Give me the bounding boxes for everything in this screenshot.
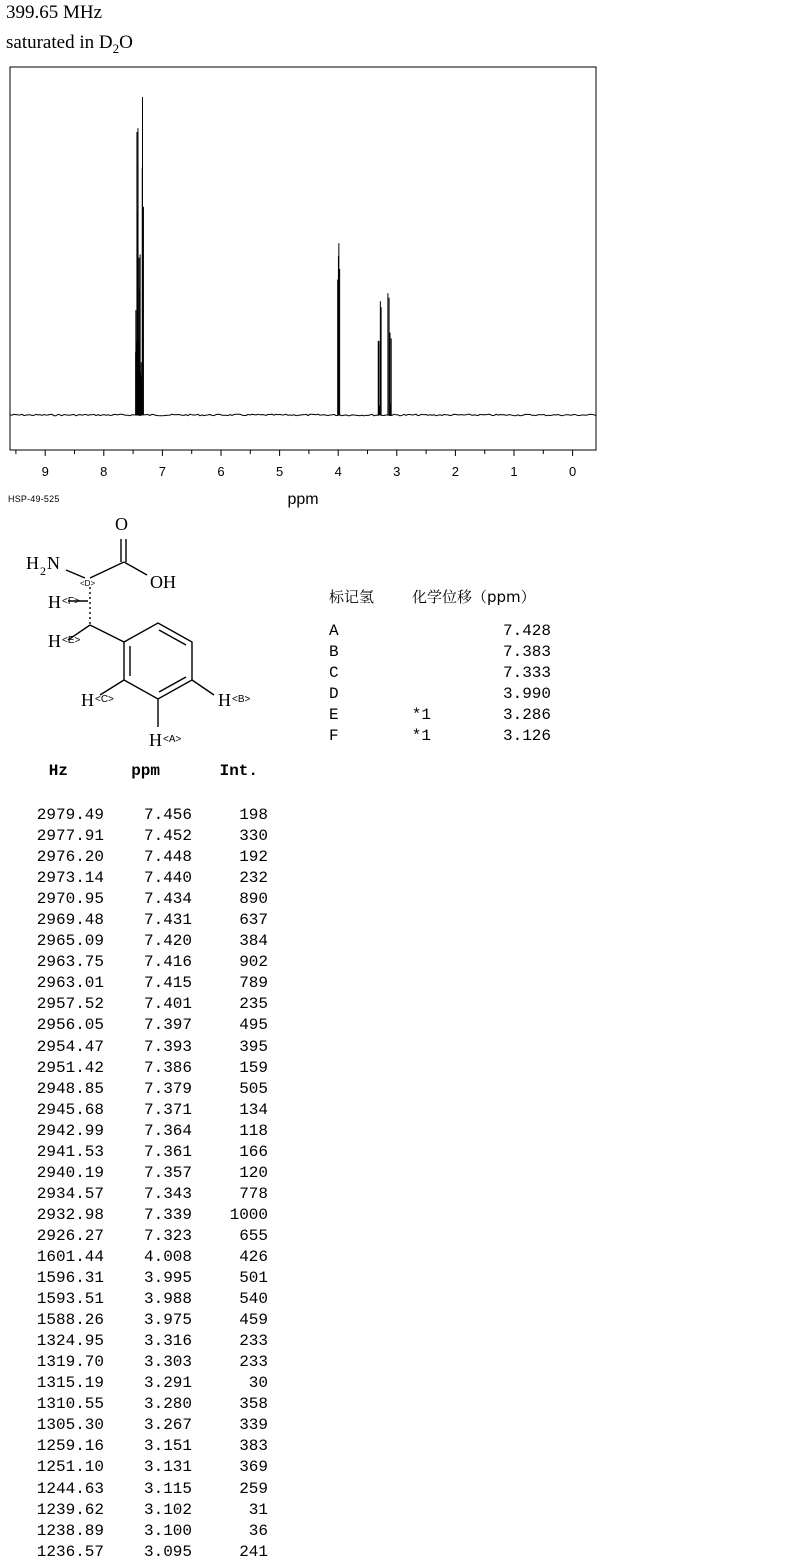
cell-int: 495 bbox=[239, 1016, 268, 1035]
table-row bbox=[26, 1205, 268, 1226]
cell-hz: 2963.01 bbox=[36, 974, 104, 993]
atom-h2n-h: H bbox=[26, 553, 39, 573]
table-row bbox=[26, 1373, 268, 1394]
assignment-label: D bbox=[329, 685, 339, 703]
atom-labels bbox=[26, 514, 231, 750]
cell-hz: 2951.42 bbox=[36, 1058, 104, 1077]
cell-hz: 1588.26 bbox=[36, 1311, 104, 1330]
cell-hz: 2979.49 bbox=[36, 806, 104, 824]
x-tick-label: 7 bbox=[158, 464, 167, 479]
table-row bbox=[26, 994, 268, 1015]
atom-o: O bbox=[115, 514, 128, 534]
table-row bbox=[26, 1500, 268, 1521]
cell-hz: 1593.51 bbox=[36, 1290, 104, 1309]
cell-hz: 2941.53 bbox=[36, 1142, 104, 1161]
cell-int: 192 bbox=[239, 848, 268, 867]
cell-hz: 2942.99 bbox=[36, 1121, 104, 1140]
marker-d: <D> bbox=[80, 579, 96, 588]
cell-int: 30 bbox=[248, 1374, 268, 1393]
cell-hz: 2965.09 bbox=[36, 932, 104, 951]
table-row bbox=[26, 847, 268, 868]
cell-int: 118 bbox=[239, 1121, 268, 1140]
cell-ppm: 7.420 bbox=[143, 932, 192, 951]
atom-h2n-sub: 2 bbox=[40, 564, 46, 578]
cell-hz: 2977.91 bbox=[36, 827, 104, 846]
cell-hz: 2973.14 bbox=[36, 869, 104, 888]
cell-ppm: 7.456 bbox=[143, 806, 192, 824]
assignment-header bbox=[329, 586, 551, 610]
table-row bbox=[26, 1310, 268, 1331]
cell-int: 120 bbox=[239, 1163, 268, 1182]
x-tick-label: 0 bbox=[568, 464, 577, 479]
atom-h-b: H bbox=[218, 690, 231, 710]
cell-int: 540 bbox=[239, 1290, 268, 1309]
cell-int: 134 bbox=[239, 1100, 268, 1119]
atom-h-e: H bbox=[48, 631, 61, 651]
table-row bbox=[26, 1163, 268, 1184]
table-row bbox=[26, 1058, 268, 1079]
table-row bbox=[26, 1457, 268, 1478]
solvent-prefix: saturated in D bbox=[6, 32, 113, 53]
assignment-label: A bbox=[329, 622, 339, 640]
cell-hz: 2976.20 bbox=[36, 848, 104, 867]
table-row bbox=[26, 826, 268, 847]
table-row bbox=[26, 1268, 268, 1289]
cell-ppm: 7.448 bbox=[143, 848, 192, 867]
cell-int: 241 bbox=[239, 1542, 268, 1561]
cell-hz: 1259.16 bbox=[36, 1437, 104, 1456]
peak-lines bbox=[136, 97, 392, 415]
assignment-label: E bbox=[329, 706, 339, 724]
x-tick-label: 9 bbox=[41, 464, 49, 479]
cell-hz: 2945.68 bbox=[36, 1100, 104, 1119]
cell-ppm: 7.397 bbox=[143, 1016, 192, 1035]
cell-hz: 1324.95 bbox=[36, 1332, 104, 1351]
cell-hz: 1238.89 bbox=[36, 1521, 104, 1540]
assignment-label: F bbox=[329, 727, 339, 745]
x-tick-label: 1 bbox=[510, 464, 518, 479]
cell-hz: 1251.10 bbox=[36, 1458, 104, 1477]
solvent-suffix: O bbox=[119, 32, 133, 53]
table-row bbox=[26, 1479, 268, 1500]
cell-int: 369 bbox=[239, 1458, 268, 1477]
cell-int: 259 bbox=[239, 1479, 268, 1498]
cell-int: 166 bbox=[239, 1142, 268, 1161]
cell-hz: 2926.27 bbox=[36, 1226, 104, 1245]
table-row bbox=[26, 1436, 268, 1457]
cell-hz: 1236.57 bbox=[36, 1542, 104, 1561]
cell-ppm: 7.415 bbox=[143, 974, 192, 993]
assignment-label: B bbox=[329, 643, 339, 661]
cell-int: 1000 bbox=[229, 1205, 268, 1224]
cell-ppm: 4.008 bbox=[143, 1247, 192, 1266]
cell-ppm: 3.975 bbox=[143, 1311, 192, 1330]
cell-ppm: 7.371 bbox=[143, 1100, 192, 1119]
table-row bbox=[26, 1331, 268, 1352]
cell-hz: 1239.62 bbox=[36, 1500, 104, 1519]
assignment-shift: 7.333 bbox=[502, 664, 551, 682]
cell-ppm: 7.364 bbox=[143, 1121, 192, 1140]
marker-b: <B> bbox=[232, 694, 251, 705]
assignment-shift: 7.428 bbox=[502, 622, 551, 640]
x-tick-label: 6 bbox=[217, 464, 225, 479]
assignment-row bbox=[329, 643, 551, 664]
table-row bbox=[26, 868, 268, 889]
atom-h-f: H bbox=[48, 592, 61, 612]
cell-ppm: 7.323 bbox=[143, 1226, 192, 1245]
spectrum-code: HSP-49-525 bbox=[8, 494, 60, 504]
x-tick-label: 5 bbox=[275, 464, 284, 479]
assignment-header-label: 标记氢 bbox=[329, 588, 375, 606]
nmr-spectrum-chart bbox=[0, 60, 610, 512]
table-row bbox=[26, 889, 268, 910]
marker-c: <C> bbox=[95, 694, 114, 705]
assignment-row bbox=[329, 622, 551, 643]
molecule-structure bbox=[0, 505, 300, 755]
cell-int: 778 bbox=[239, 1184, 268, 1203]
cell-ppm: 7.357 bbox=[143, 1163, 192, 1182]
table-row bbox=[26, 1184, 268, 1205]
atom-oh: OH bbox=[150, 572, 176, 592]
assignment-note: *1 bbox=[411, 706, 431, 724]
cell-hz: 1319.70 bbox=[36, 1353, 104, 1372]
cell-int: 159 bbox=[239, 1058, 268, 1077]
atom-h-c: H bbox=[81, 690, 94, 710]
table-row bbox=[26, 1037, 268, 1058]
atom-h2n-n: N bbox=[47, 553, 60, 573]
cell-ppm: 3.280 bbox=[143, 1395, 192, 1414]
cell-ppm: 3.995 bbox=[143, 1269, 192, 1288]
table-row bbox=[26, 1100, 268, 1121]
cell-ppm: 7.416 bbox=[143, 953, 192, 972]
cell-hz: 2956.05 bbox=[36, 1016, 104, 1035]
cell-int: 31 bbox=[248, 1500, 268, 1519]
table-row bbox=[26, 1542, 268, 1563]
cell-hz: 1315.19 bbox=[36, 1374, 104, 1393]
cell-ppm: 3.303 bbox=[143, 1353, 192, 1372]
cell-int: 395 bbox=[239, 1037, 268, 1056]
frequency-label: 399.65 MHz bbox=[6, 2, 103, 23]
cell-hz: 1310.55 bbox=[36, 1395, 104, 1414]
cell-ppm: 7.401 bbox=[143, 995, 192, 1014]
cell-ppm: 3.100 bbox=[143, 1521, 192, 1540]
assignment-row bbox=[329, 664, 551, 685]
peak-table bbox=[26, 762, 268, 1563]
cell-int: 426 bbox=[239, 1247, 268, 1266]
assignment-row bbox=[329, 706, 551, 727]
cell-ppm: 7.452 bbox=[143, 827, 192, 846]
cell-int: 459 bbox=[239, 1311, 268, 1330]
cell-int: 655 bbox=[239, 1226, 268, 1245]
cell-int: 36 bbox=[248, 1521, 268, 1540]
cell-hz: 1601.44 bbox=[36, 1247, 104, 1266]
cell-int: 233 bbox=[239, 1353, 268, 1372]
cell-hz: 1305.30 bbox=[36, 1416, 104, 1435]
cell-int: 789 bbox=[239, 974, 268, 993]
cell-int: 339 bbox=[239, 1416, 268, 1435]
cell-ppm: 7.431 bbox=[143, 911, 192, 930]
plot-frame bbox=[10, 67, 596, 450]
assignment-table bbox=[329, 586, 551, 748]
table-row bbox=[26, 805, 268, 826]
cell-int: 233 bbox=[239, 1332, 268, 1351]
x-tick-label: 4 bbox=[334, 464, 342, 479]
cell-ppm: 7.343 bbox=[143, 1184, 192, 1203]
spectrum-trace bbox=[10, 414, 596, 416]
marker-e: <E> bbox=[62, 635, 81, 646]
cell-hz: 2940.19 bbox=[36, 1163, 104, 1182]
cell-hz: 1596.31 bbox=[36, 1269, 104, 1288]
cell-ppm: 7.393 bbox=[143, 1037, 192, 1056]
cell-int: 505 bbox=[239, 1079, 268, 1098]
cell-ppm: 3.115 bbox=[143, 1479, 192, 1498]
assignment-shift: 3.286 bbox=[502, 706, 551, 724]
x-tick-label: 2 bbox=[451, 464, 460, 479]
cell-hz: 1244.63 bbox=[36, 1479, 104, 1498]
cell-hz: 2948.85 bbox=[36, 1079, 104, 1098]
cell-hz: 2969.48 bbox=[36, 911, 104, 930]
peak-table-header bbox=[26, 762, 268, 784]
table-row bbox=[26, 1394, 268, 1415]
cell-int: 330 bbox=[239, 827, 268, 846]
x-tick-label: 3 bbox=[393, 464, 401, 479]
assignment-label: C bbox=[329, 664, 339, 682]
cell-ppm: 3.095 bbox=[143, 1542, 192, 1561]
cell-ppm: 7.379 bbox=[143, 1079, 192, 1098]
cell-int: 383 bbox=[239, 1437, 268, 1456]
cell-ppm: 3.291 bbox=[143, 1374, 192, 1393]
cell-int: 232 bbox=[239, 869, 268, 888]
assignment-shift: 7.383 bbox=[502, 643, 551, 661]
cell-ppm: 3.151 bbox=[143, 1437, 192, 1456]
assignment-row bbox=[329, 685, 551, 706]
cell-ppm: 3.131 bbox=[143, 1458, 192, 1477]
assignment-shift: 3.990 bbox=[502, 685, 551, 703]
cell-int: 902 bbox=[239, 953, 268, 972]
table-row bbox=[26, 910, 268, 931]
table-row bbox=[26, 1079, 268, 1100]
x-tick-label: 8 bbox=[100, 464, 108, 479]
cell-int: 890 bbox=[239, 890, 268, 909]
assignment-shift: 3.126 bbox=[502, 727, 551, 745]
table-row bbox=[26, 1015, 268, 1036]
cell-ppm: 3.102 bbox=[143, 1500, 192, 1519]
cell-ppm: 3.316 bbox=[143, 1332, 192, 1351]
x-axis-label: ppm bbox=[287, 491, 319, 508]
cell-hz: 2970.95 bbox=[36, 890, 104, 909]
table-row bbox=[26, 1289, 268, 1310]
cell-hz: 2934.57 bbox=[36, 1184, 104, 1203]
table-row bbox=[26, 1415, 268, 1436]
x-axis-ticks bbox=[16, 450, 576, 479]
assignment-header-shift: 化学位移（ppm） bbox=[412, 588, 536, 606]
atom-h-a: H bbox=[149, 730, 162, 750]
header-int: Int. bbox=[219, 762, 258, 780]
cell-ppm: 7.386 bbox=[143, 1058, 192, 1077]
cell-hz: 2932.98 bbox=[36, 1205, 104, 1224]
cell-ppm: 7.434 bbox=[143, 890, 192, 909]
cell-int: 235 bbox=[239, 995, 268, 1014]
cell-ppm: 3.267 bbox=[143, 1416, 192, 1435]
cell-hz: 2963.75 bbox=[36, 953, 104, 972]
table-row bbox=[26, 1247, 268, 1268]
header-hz: Hz bbox=[48, 762, 68, 780]
cell-int: 358 bbox=[239, 1395, 268, 1414]
table-row bbox=[26, 1521, 268, 1542]
header-ppm: ppm bbox=[131, 762, 160, 780]
assignment-row bbox=[329, 727, 551, 748]
cell-hz: 2957.52 bbox=[36, 995, 104, 1014]
cell-hz: 2954.47 bbox=[36, 1037, 104, 1056]
table-row bbox=[26, 1352, 268, 1373]
table-row bbox=[26, 1121, 268, 1142]
marker-f: <F> bbox=[62, 596, 80, 607]
cell-ppm: 7.339 bbox=[143, 1205, 192, 1224]
cell-ppm: 7.361 bbox=[143, 1142, 192, 1161]
cell-int: 384 bbox=[239, 932, 268, 951]
table-row bbox=[26, 1142, 268, 1163]
marker-a: <A> bbox=[163, 734, 182, 745]
table-row bbox=[26, 1226, 268, 1247]
cell-int: 501 bbox=[239, 1269, 268, 1288]
solvent-label bbox=[6, 32, 133, 57]
cell-int: 198 bbox=[239, 806, 268, 824]
assignment-note: *1 bbox=[411, 727, 431, 745]
cell-int: 637 bbox=[239, 911, 268, 930]
table-row bbox=[26, 973, 268, 994]
table-row bbox=[26, 952, 268, 973]
cell-ppm: 7.440 bbox=[143, 869, 192, 888]
cell-ppm: 3.988 bbox=[143, 1290, 192, 1309]
table-row bbox=[26, 931, 268, 952]
solvent-subscript: 2 bbox=[112, 40, 120, 56]
